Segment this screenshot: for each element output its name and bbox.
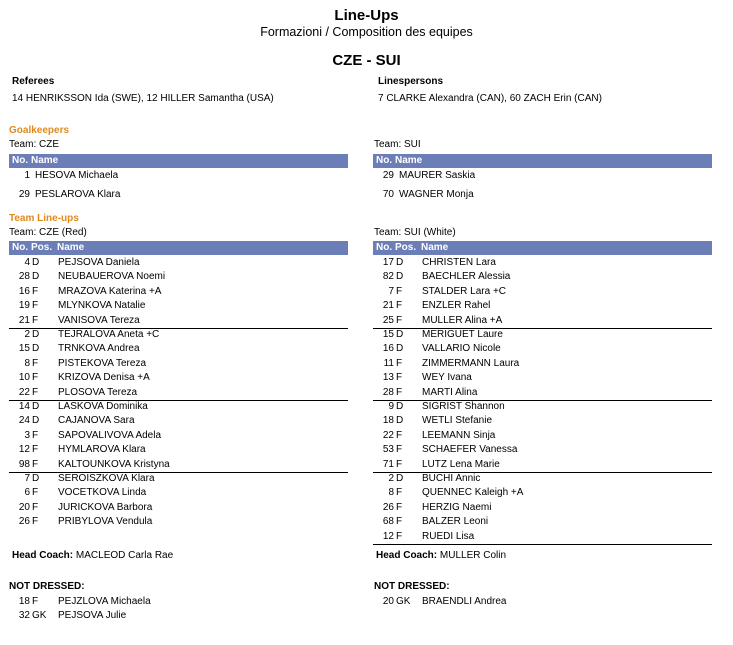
player-name: QUENNEC Kaleigh +A [422,487,524,499]
player-position: D [32,401,40,412]
lineup-row [373,486,712,500]
gk-right-header [373,154,712,168]
player-name: SAPOVALIVOVA Adela [58,429,162,441]
player-number: 22 [18,386,30,398]
lineup-row [373,256,712,270]
lineup-row [373,515,712,529]
lu-right-header [373,241,712,255]
gk-row [9,169,348,183]
player-name: HESOVA Michaela [35,170,119,181]
linespersons-label: Linespersons [378,76,444,87]
player-number: 28 [382,386,394,398]
goalkeepers-section-label: Goalkeepers [9,125,70,136]
player-number: 14 [18,401,30,412]
lineup-row [373,429,712,443]
player-number: 68 [382,516,394,528]
player-name: BUCHI Annic [422,473,481,484]
player-number: 26 [18,516,30,528]
lineup-row [373,371,712,385]
player-position: F [32,386,39,398]
lineup-row [9,609,348,623]
player-name: RUEDI Lisa [422,530,475,542]
player-number: 29 [18,189,30,200]
gk-row [373,188,712,202]
player-name: MRAZOVA Katerina +A [58,285,162,297]
lu-left-col-no: No. [12,242,29,253]
referees-value: 14 HENRIKSSON Ida (SWE), 12 HILLER Samantha (USA) [12,93,274,104]
gk-right-col-name: Name [395,155,423,166]
player-name: VANISOVA Tereza [58,314,140,326]
lu-right-team: Team: SUI (White) [374,227,456,238]
lineup-row [9,515,348,529]
lu-left-team: Team: CZE (Red) [9,227,87,238]
player-name: KRIZOVA Denisa +A [58,372,150,384]
gk-left-header [9,154,348,168]
head-coach-right-label: Head Coach: [376,550,438,561]
player-position: D [32,257,40,268]
lineup-row [373,595,712,609]
lu-left-col-pos: Pos. [31,242,53,253]
lineup-row [373,285,712,299]
player-name: TRNKOVA Andrea [58,343,140,355]
player-name: PESLAROVA Klara [35,189,121,200]
player-name: SIGRIST Shannon [422,401,505,412]
player-name: CAJANOVA Sara [58,415,135,427]
lu-right-col-no: No. [376,242,393,253]
player-number: 98 [18,458,30,470]
lineups-section-label: Team Line-ups [9,213,79,224]
not-dressed-right-label: NOT DRESSED: [374,581,450,592]
player-position: D [396,271,404,283]
lineup-row [373,530,712,544]
player-position: F [396,429,403,441]
player-number: 28 [18,271,30,283]
player-number: 18 [382,415,394,427]
player-number: 3 [24,429,30,441]
player-number: 12 [382,530,394,542]
lu-left-col-name: Name [57,242,85,253]
player-position: F [396,516,403,528]
player-position: F [396,314,403,326]
player-number: 9 [388,401,394,412]
gk-left-team: Team: CZE [9,139,60,150]
player-position: F [32,458,39,470]
player-number: 2 [388,473,394,484]
lineup-row [9,256,348,270]
player-position: D [32,329,40,340]
player-name: PEJSOVA Daniela [58,257,140,268]
lineup-row [373,386,712,400]
player-position: D [396,343,404,355]
player-name: HYMLAROVA Klara [58,444,146,456]
player-name: MULLER Alina +A [422,314,503,326]
player-position: F [32,357,39,369]
player-position: F [396,458,403,470]
player-name: LEEMANN Sinja [422,429,496,441]
player-number: 4 [24,257,30,268]
player-position: D [396,401,404,412]
player-name: KALTOUNKOVA Kristyna [58,458,170,470]
player-number: 15 [382,329,394,340]
player-number: 12 [18,444,30,456]
head-coach-right [376,550,506,561]
player-name: LUTZ Lena Marie [422,458,500,470]
gk-left-col-no: No. [12,155,29,166]
gk-right-team: Team: SUI [374,139,421,150]
player-name: WEY Ivana [422,372,472,384]
lineup-row [373,357,712,371]
lineup-row [9,371,348,385]
lineup-row [9,486,348,500]
player-name: BAECHLER Alessia [422,271,511,283]
player-position: D [32,473,40,484]
player-position: F [396,285,403,297]
player-name: PLOSOVA Tereza [58,386,138,398]
player-position: F [32,501,39,513]
lineup-row [373,414,712,428]
lu-right-col-name: Name [421,242,449,253]
gk-left-team-label [9,139,59,150]
lineup-row [9,429,348,443]
gk-row [373,169,712,183]
player-number: 20 [382,596,394,607]
lineup-row [9,595,348,609]
player-number: 16 [382,343,394,355]
player-name: MARTI Alina [422,386,478,398]
player-name: HERZIG Naemi [422,501,492,513]
player-number: 53 [382,444,394,456]
lineup-row [9,472,348,486]
player-name: NEUBAUEROVA Noemi [58,271,166,283]
player-number: 1 [24,170,30,181]
player-name: BALZER Leoni [422,516,489,528]
player-name: SCHAEFER Vanessa [422,444,518,456]
player-number: 13 [382,372,394,384]
lineup-row [9,357,348,371]
lineup-row [9,443,348,457]
player-name: TEJRALOVA Aneta +C [58,329,160,340]
player-number: 7 [24,473,30,484]
player-name: PISTEKOVA Tereza [58,357,147,369]
player-position: D [396,257,404,268]
player-name: MERIGUET Laure [422,329,503,340]
lineup-row [373,458,712,472]
lineup-row [373,328,712,342]
not-dressed-left-label: NOT DRESSED: [9,581,85,592]
lineup-row [373,501,712,515]
player-position: F [396,386,403,398]
player-number: 18 [18,596,30,607]
lineup-row [9,299,348,313]
player-position: F [396,300,403,312]
gk-right-col-no: No. [376,155,393,166]
gk-row [9,188,348,202]
player-number: 6 [24,487,30,499]
gk-left-col-name: Name [31,155,59,166]
player-position: F [32,314,39,326]
player-name: PRIBYLOVA Vendula [58,516,153,528]
lineup-row [373,472,712,486]
page-title: Line-Ups [334,7,399,24]
player-number: 22 [382,429,394,441]
player-number: 21 [18,314,30,326]
player-position: F [32,487,39,499]
player-number: 10 [18,372,30,384]
player-number: 15 [18,343,30,355]
player-position: D [396,473,404,484]
player-position: F [396,357,403,369]
player-position: D [32,415,40,427]
lineup-row [9,386,348,400]
gk-right-team-label [374,139,421,150]
referees-label: Referees [12,76,55,87]
player-name: MLYNKOVA Natalie [58,300,146,312]
head-coach-left-name: MACLEOD Carla Rae [75,550,174,561]
player-name: WETLI Stefanie [422,415,493,427]
page-subtitle: Formazioni / Composition des equipes [260,25,473,39]
player-number: 82 [382,271,394,283]
lineup-row [373,342,712,356]
player-number: 2 [24,329,30,340]
player-position: F [32,596,39,607]
player-number: 8 [388,487,394,499]
match-title: CZE - SUI [332,52,401,69]
lu-left-header [9,241,348,255]
head-coach-right-name: MULLER Colin [439,550,507,561]
player-name: ENZLER Rahel [422,300,491,312]
player-name: MAURER Saskia [399,170,476,181]
player-number: 70 [382,189,394,200]
player-name: CHRISTEN Lara [422,257,496,268]
player-number: 71 [382,458,394,470]
lineup-row [373,443,712,457]
lineup-row [373,314,712,328]
lineup-row [373,400,712,414]
player-number: 17 [382,257,394,268]
player-position: D [396,329,404,340]
player-position: F [32,516,39,528]
player-position: F [32,300,39,312]
player-position: F [32,444,39,456]
player-position: D [396,415,404,427]
player-name: PEJZLOVA Michaela [58,596,151,607]
lineup-row [9,400,348,414]
lineup-row [373,270,712,284]
lineup-row [9,501,348,515]
player-number: 19 [18,300,30,312]
player-number: 25 [382,314,394,326]
player-name: PEJSOVA Julie [58,610,127,622]
player-name: JURICKOVA Barbora [58,501,153,513]
lineup-row [9,342,348,356]
player-number: 20 [18,501,30,513]
player-number: 26 [382,501,394,513]
player-name: VOCETKOVA Linda [58,487,147,499]
player-number: 24 [18,415,30,427]
head-coach-left [12,550,173,561]
head-coach-left-label: Head Coach: [12,550,74,561]
lu-right-col-pos: Pos. [395,242,417,253]
lineup-row [9,314,348,328]
player-position: F [396,530,403,542]
player-position: F [32,429,39,441]
player-number: 8 [24,357,30,369]
player-position: GK [396,596,411,607]
player-name: SEROISZKOVA Klara [58,473,155,484]
player-position: F [396,444,403,456]
lineup-row [9,285,348,299]
player-name: ZIMMERMANN Laura [422,357,520,369]
player-number: 11 [383,357,394,369]
player-position: F [32,285,39,297]
player-position: GK [32,610,47,622]
player-position: F [396,501,403,513]
line-separator [373,544,712,545]
player-number: 29 [382,170,394,181]
player-number: 32 [18,610,30,622]
lineup-row [9,414,348,428]
player-position: F [396,372,403,384]
player-position: F [396,487,403,499]
player-number: 21 [382,300,394,312]
player-name: STALDER Lara +C [422,285,507,297]
player-number: 16 [18,285,30,297]
player-position: D [32,271,40,283]
lineup-row [373,299,712,313]
player-name: BRAENDLI Andrea [422,596,507,607]
lineup-row [9,458,348,472]
linespersons-value: 7 CLARKE Alexandra (CAN), 60 ZACH Erin (CAN) [378,93,602,104]
player-name: LASKOVA Dominika [58,401,148,412]
player-position: F [32,372,39,384]
player-position: D [32,343,40,355]
player-name: VALLARIO Nicole [422,343,501,355]
player-name: WAGNER Monja [399,189,474,200]
lineup-row [9,270,348,284]
lineup-row [9,328,348,342]
player-number: 7 [388,285,394,297]
